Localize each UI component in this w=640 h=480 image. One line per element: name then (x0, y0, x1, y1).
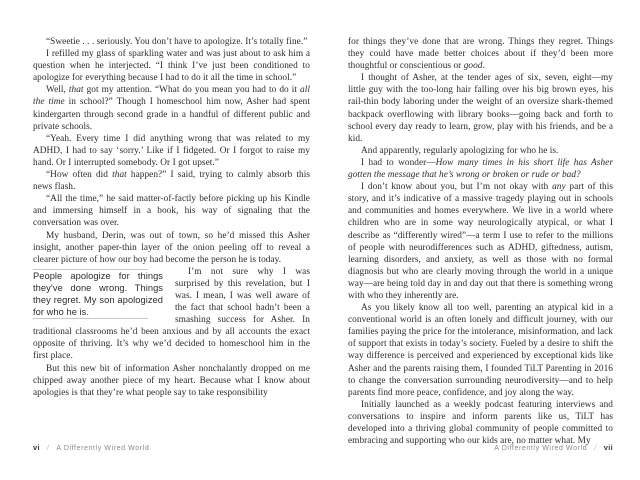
paragraph: Well, that got my attention. “What do you mean you had to do it all the time in school?” Though I homeschool him now, Asher had spent kindergarten through second grade in a handful of different public and private schools. (33, 85, 310, 132)
left-page-number: vi (33, 443, 40, 452)
paragraph: I thought of Asher, at the tender ages of six, seven, eight—my little guy with the too-long hair falling over his big brown eyes, his rail-thin body laboring under the weight of an oversize shark-themed backpack overflowing with library books—going back and forth to school every day ready to learn, grow, play with his friends, and be a kid. (348, 73, 613, 144)
paragraph: Initially launched as a weekly podcast featuring interviews and conversations to inspire and inform parents like us, TiLT has developed into a thriving global community of people committed to embracing and supporting who our kids are, no matter what. My (348, 399, 613, 447)
paragraph: My husband, Derin, was out of town, so he’d missed this Asher insight, another paper-thin layer of the onion peeling off to reveal a clearer picture of how our boy had become the person he is today. (33, 230, 310, 265)
paragraph: “How often did that happen?” I said, trying to calmly absorb this news flash. (33, 170, 310, 193)
paragraph: I refilled my glass of sparkling water and was just about to ask him a question when he interjected. “I think I’ve just been conditioned to apologize for everything because I had to do it all the time in school.” (33, 49, 310, 84)
footer-separator-icon: / (46, 445, 50, 452)
pull-quote-text: People apologize for things they’ve done wrong. Things they regret. My son apologized for who he is. (33, 270, 163, 318)
pull-quote-bottom-rule (33, 318, 148, 319)
paragraph: “Sweetie . . . seriously. You don’t have to apologize. It’s totally fine.” (46, 37, 308, 47)
right-page (348, 36, 613, 447)
left-page (33, 36, 310, 399)
left-running-head: A Differently Wired World (56, 445, 150, 452)
paragraph: And apparently, regularly apologizing for who he is. (361, 145, 559, 156)
paragraph: But this new bit of information Asher nonchalantly dropped on me chipped away another piece of my heart. Because what I know about apologies is that they’re what people say to take responsibility (33, 363, 310, 398)
left-page-footer (33, 443, 149, 452)
right-page-number: vii (603, 443, 613, 452)
right-page-text (348, 36, 613, 447)
right-running-head: A Differently Wired World (494, 445, 588, 452)
paragraph: for things they’ve done that are wrong. Things they regret. Things they could have made better choices about if they’d been more thoughtful or conscientious or good. (348, 37, 613, 72)
paragraph: “Yeah. Every time I did anything wrong that was related to my ADHD, I had to say ‘sorry.’ Like if I fidgeted. Or I forgot to raise my hand. Or I interrupted somebody. Or I got upset.” (33, 133, 310, 168)
left-page-text (33, 36, 310, 266)
paragraph: I’m not sure why I was surprised by this revelation, but I was. I mean, I was well aware of the fact that school hadn’t been a smashing success for Asher. In traditional classrooms he’d been anxious and by all accounts the exact opposite of thriving. It’s why we’d decided to homeschool him in the first place. (33, 266, 310, 362)
right-page-footer (348, 443, 613, 452)
paragraph: I don’t know about you, but I’m not okay with any part of this story, and it’s indicative of a massive tragedy playing out in schools and communities and homes everywhere. We live in a world where children who are in some way neurologically atypical, or what I describe as “differently wired”—a term I use to refer to the millions of people with neurodifferences such as ADHD, giftedness, autism, learning disorders, and anxiety, as well as those with no formal diagnosis but who are clearly moving through the world in a unique way—are being told day in and day out that there is something wrong with who they inherently are. (348, 182, 613, 301)
paragraph: As you likely know all too well, parenting an atypical kid in a conventional world is an often lonely and difficult journey, with our families paying the price for the intolerance, misinformation, and lack of support that exists in today’s society. Fueled by a desire to shift the way difference is perceived and experienced by exceptional kids like Asher and the parents raising them, I founded TiLT Parenting in 2016 to change the conversation surrounding neurodiversity—and to help parents find more peace, confidence, and joy along the way. (348, 303, 613, 398)
pull-quote (33, 269, 163, 319)
left-page-wrap-zone (33, 266, 310, 399)
paragraph: I had to wonder—How many times in his short life has Asher gotten the message that he’s wrong or broken or rude or bad? (348, 157, 613, 181)
footer-separator-icon: / (594, 445, 597, 452)
paragraph: “All the time,” he said matter-of-factly before picking up his Kindle and immersing himself in a book, his way of signaling that the conversation was over. (33, 194, 310, 229)
